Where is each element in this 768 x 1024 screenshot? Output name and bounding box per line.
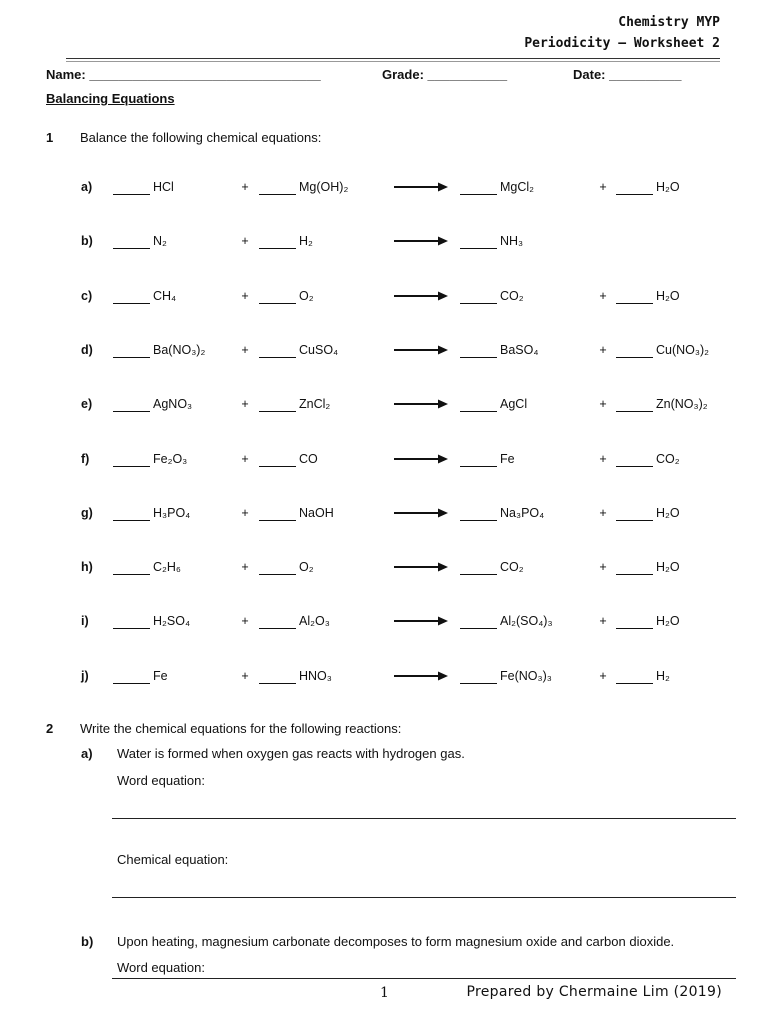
date-field[interactable]: Date: __________ <box>573 67 682 82</box>
equation-label: b) <box>81 234 93 249</box>
product-2: H₂O <box>656 614 680 629</box>
coefficient-blank[interactable] <box>113 669 150 684</box>
product-1: Na₃PO₄ <box>500 505 545 520</box>
coefficient-blank[interactable] <box>113 506 150 521</box>
coefficient-blank[interactable] <box>460 506 497 521</box>
equation-row <box>0 343 768 367</box>
equation-row <box>0 289 768 313</box>
coefficient-blank[interactable] <box>616 560 653 575</box>
reaction-arrow-icon <box>394 561 448 573</box>
coefficient-blank[interactable] <box>460 669 497 684</box>
coefficient-blank[interactable] <box>259 452 296 467</box>
plus-sign: + <box>241 614 249 629</box>
coefficient-blank[interactable] <box>460 560 497 575</box>
reaction-arrow-icon <box>394 453 448 465</box>
reactant-2: ZnCl₂ <box>299 397 331 412</box>
question-number: 2 <box>46 721 54 736</box>
equation-row <box>0 669 768 693</box>
coefficient-blank[interactable] <box>616 289 653 304</box>
reactant-2: O₂ <box>299 288 314 303</box>
equation-label: d) <box>81 342 93 357</box>
reactant-1: Fe <box>153 668 168 683</box>
coefficient-blank[interactable] <box>616 452 653 467</box>
coefficient-blank[interactable] <box>616 669 653 684</box>
coefficient-blank[interactable] <box>616 506 653 521</box>
equation-label: a) <box>81 180 93 194</box>
coefficient-blank[interactable] <box>616 614 653 629</box>
coefficient-blank[interactable] <box>460 234 497 249</box>
chemical-equation-label: Chemical equation: <box>117 852 229 867</box>
product-2: Zn(NO₃)₂ <box>656 397 708 412</box>
equation-label: i) <box>81 614 89 629</box>
plus-sign: + <box>599 614 607 629</box>
reaction-arrow-icon <box>394 235 448 247</box>
plus-sign: + <box>241 234 249 249</box>
coefficient-blank[interactable] <box>460 343 497 358</box>
reactant-2: NaOH <box>299 505 334 520</box>
reactant-2: O₂ <box>299 560 314 575</box>
product-1: Fe <box>500 451 515 466</box>
product-2: H₂O <box>656 288 680 303</box>
answer-line[interactable] <box>112 897 736 898</box>
reactant-2: Mg(OH)₂ <box>299 180 349 194</box>
question-text: Write the chemical equations for the following reactions: <box>80 721 402 736</box>
equation-label: h) <box>81 560 93 575</box>
plus-sign: + <box>599 451 607 466</box>
coefficient-blank[interactable] <box>259 289 296 304</box>
equation-row <box>0 452 768 476</box>
product-2: H₂O <box>656 560 680 575</box>
sub-question-text: Upon heating, magnesium carbonate decomposes to form magnesium oxide and carbon dioxide. <box>117 934 675 949</box>
plus-sign: + <box>599 180 607 194</box>
plus-sign: + <box>599 505 607 520</box>
reactant-1: Ba(NO₃)₂ <box>153 342 206 357</box>
plus-sign: + <box>241 560 249 575</box>
equation-row <box>0 506 768 530</box>
reactant-2: Al₂O₃ <box>299 614 330 629</box>
coefficient-blank[interactable] <box>460 289 497 304</box>
plus-sign: + <box>599 288 607 303</box>
coefficient-blank[interactable] <box>259 506 296 521</box>
question-text: Balance the following chemical equations: <box>80 130 322 145</box>
product-1: MgCl₂ <box>500 180 535 194</box>
product-1: Al₂(SO₄)₃ <box>500 614 553 629</box>
sub-question-label: b) <box>81 934 94 949</box>
plus-sign: + <box>241 505 249 520</box>
reactant-2: H₂ <box>299 234 313 249</box>
product-1: NH₃ <box>500 234 524 249</box>
product-1: CO₂ <box>500 288 524 303</box>
coefficient-blank[interactable] <box>460 397 497 412</box>
coefficient-blank[interactable] <box>259 234 296 249</box>
equation-row <box>0 397 768 421</box>
product-2: H₂O <box>656 180 680 194</box>
coefficient-blank[interactable] <box>259 560 296 575</box>
coefficient-blank[interactable] <box>616 397 653 412</box>
coefficient-blank[interactable] <box>259 343 296 358</box>
reactant-2: CuSO₄ <box>299 342 339 357</box>
page-number: 1 <box>380 985 389 1001</box>
equation-row <box>0 560 768 584</box>
coefficient-blank[interactable] <box>460 180 497 195</box>
reaction-arrow-icon <box>394 344 448 356</box>
plus-sign: + <box>241 288 249 303</box>
reactant-1: N₂ <box>153 234 167 249</box>
coefficient-blank[interactable] <box>113 560 150 575</box>
prepared-by: Prepared by Chermaine Lim (2019) <box>466 984 722 1000</box>
equation-label: e) <box>81 397 93 412</box>
subject-title: Chemistry MYP <box>618 15 720 30</box>
coefficient-blank[interactable] <box>113 343 150 358</box>
product-2: H₂ <box>656 668 670 683</box>
reactant-1: H₂SO₄ <box>153 614 191 629</box>
answer-line[interactable] <box>112 818 736 819</box>
plus-sign: + <box>241 342 249 357</box>
reactant-1: AgNO₃ <box>153 397 193 412</box>
word-equation-label: Word equation: <box>117 960 205 975</box>
reactant-1: C₂H₆ <box>153 560 181 575</box>
plus-sign: + <box>599 560 607 575</box>
word-equation-label: Word equation: <box>117 773 205 788</box>
plus-sign: + <box>599 668 607 683</box>
product-1: AgCl <box>500 397 528 412</box>
question-number: 1 <box>46 130 54 145</box>
plus-sign: + <box>241 668 249 683</box>
equation-label: f) <box>81 451 90 466</box>
reaction-arrow-icon <box>394 615 448 627</box>
coefficient-blank[interactable] <box>259 180 296 195</box>
coefficient-blank[interactable] <box>259 614 296 629</box>
equation-label: g) <box>81 505 93 520</box>
coefficient-blank[interactable] <box>616 343 653 358</box>
header-divider-thin <box>66 61 720 62</box>
plus-sign: + <box>599 342 607 357</box>
coefficient-blank[interactable] <box>259 669 296 684</box>
coefficient-blank[interactable] <box>460 452 497 467</box>
reactant-1: Fe₂O₃ <box>153 451 188 466</box>
product-1: Fe(NO₃)₃ <box>500 668 552 683</box>
coefficient-blank[interactable] <box>113 180 150 195</box>
reactant-1: CH₄ <box>153 288 177 303</box>
worksheet-title: Periodicity – Worksheet 2 <box>524 36 720 51</box>
document-header <box>524 12 720 54</box>
product-2: CO₂ <box>656 451 680 466</box>
equation-label: c) <box>81 288 93 303</box>
section-title: Balancing Equations <box>46 91 175 106</box>
equation-label: j) <box>81 668 89 683</box>
coefficient-blank[interactable] <box>259 397 296 412</box>
reaction-arrow-icon <box>394 181 448 193</box>
grade-field[interactable]: Grade: ___________ <box>382 67 508 82</box>
equation-row <box>0 180 768 204</box>
reactant-2: CO <box>299 451 318 466</box>
coefficient-blank[interactable] <box>460 614 497 629</box>
reaction-arrow-icon <box>394 507 448 519</box>
plus-sign: + <box>241 397 249 412</box>
plus-sign: + <box>599 397 607 412</box>
plus-sign: + <box>241 180 249 194</box>
product-1: BaSO₄ <box>500 342 539 357</box>
product-2: H₂O <box>656 505 680 520</box>
sub-question-label: a) <box>81 746 93 761</box>
coefficient-blank[interactable] <box>113 614 150 629</box>
equation-row <box>0 234 768 258</box>
reactant-1: H₃PO₄ <box>153 505 191 520</box>
coefficient-blank[interactable] <box>113 289 150 304</box>
coefficient-blank[interactable] <box>113 397 150 412</box>
coefficient-blank[interactable] <box>113 234 150 249</box>
answer-line[interactable] <box>112 978 736 979</box>
plus-sign: + <box>241 451 249 466</box>
equation-row <box>0 614 768 638</box>
reactant-2: HNO₃ <box>299 668 332 683</box>
reaction-arrow-icon <box>394 290 448 302</box>
product-1: CO₂ <box>500 560 524 575</box>
coefficient-blank[interactable] <box>113 452 150 467</box>
header-divider <box>66 58 720 59</box>
product-2: Cu(NO₃)₂ <box>656 342 709 357</box>
reactant-1: HCl <box>153 180 174 194</box>
sub-question-text: Water is formed when oxygen gas reacts with hydrogen gas. <box>117 746 465 761</box>
name-field[interactable]: Name: ________________________________ <box>46 67 321 82</box>
reaction-arrow-icon <box>394 398 448 410</box>
reaction-arrow-icon <box>394 670 448 682</box>
coefficient-blank[interactable] <box>616 180 653 195</box>
